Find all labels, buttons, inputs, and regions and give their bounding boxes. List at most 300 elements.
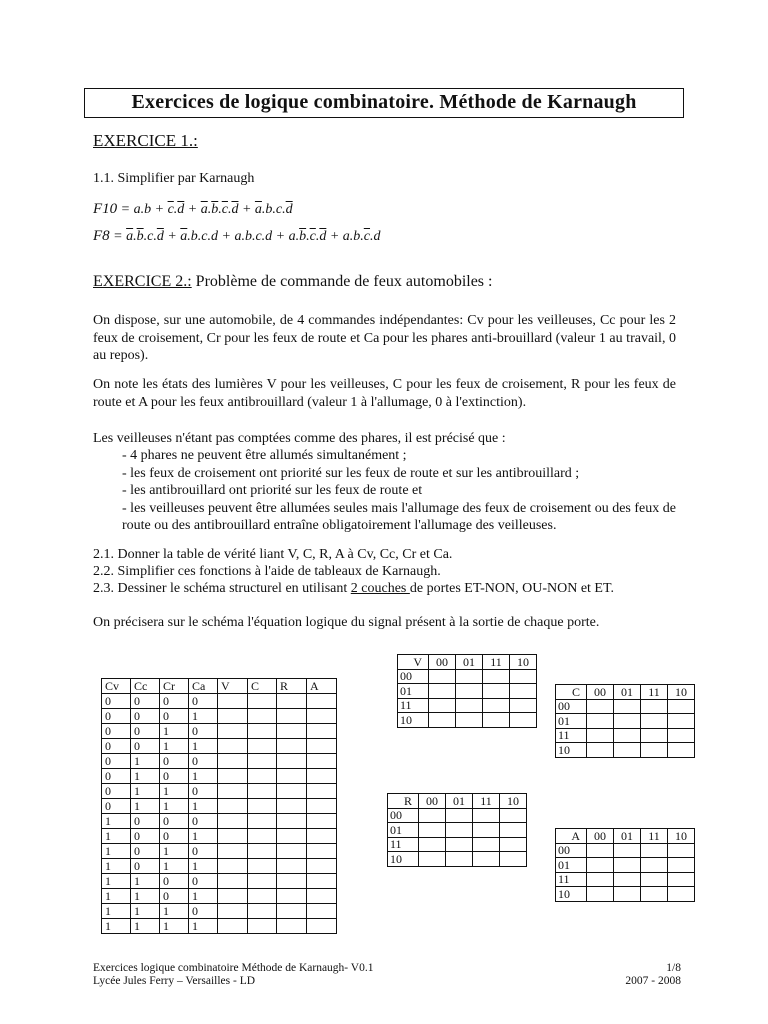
f10-label: F10 [93,201,118,217]
truth-table-header-cell: A [307,679,337,694]
truth-table-input-cell: 0 [102,724,131,739]
table-row [102,874,337,889]
table-row [102,769,337,784]
formula-f10: $F10 = a.b + \overline{c}.\overline{d} + \overline{a}.\overline{b}.\overline{c}.\overline{d} + \overline{a}.b.c.\overline{d}$ [93,201,293,217]
kmap-cell [668,858,695,873]
kmap-row [556,743,695,758]
table-row [102,814,337,829]
kmap-cell [429,684,456,699]
kmap-row-label: 00 [398,669,429,684]
truth-table-output-cell [277,769,307,784]
truth-table-header-cell: Cv [102,679,131,694]
table-row [102,709,337,724]
truth-table-input-cell: 1 [102,859,131,874]
kmap-row [398,713,537,728]
kmap-column-label: 11 [483,655,510,670]
kmap-cell [446,808,473,823]
truth-table-input-cell: 1 [189,739,218,754]
kmap-cell [668,887,695,902]
truth-table-output-cell [248,709,277,724]
truth-table-input-cell: 0 [160,814,189,829]
truth-table-output-cell [307,874,337,889]
kmap-column-label: 00 [587,685,614,700]
kmap-cell [473,823,500,838]
kmap-corner-label: R [388,794,419,809]
rule-item: - les antibrouillard ont priorité sur les feux de route et [122,483,423,498]
truth-table-output-cell [277,814,307,829]
kmap-row-label: 11 [556,728,587,743]
kmap-column-label: 11 [641,829,668,844]
kmap-row [556,714,695,729]
kmap-cell [456,684,483,699]
rule-item: - 4 phares ne peuvent être allumés simultanément ; [122,448,407,463]
table-row [102,904,337,919]
kmap-column-label: 10 [668,685,695,700]
truth-table-output-cell [248,889,277,904]
kmap-cell [429,669,456,684]
truth-table-input-cell: 0 [102,754,131,769]
truth-table-output-cell [248,739,277,754]
truth-table-input-cell: 0 [102,709,131,724]
kmap-cell [614,887,641,902]
kmap-cell [456,669,483,684]
kmap-cell [587,714,614,729]
truth-table-input-cell: 1 [102,844,131,859]
page-title: Exercices de logique combinatoire. Méthode de Karnaugh [84,88,684,118]
kmap-row-label: 11 [388,837,419,852]
kmap-cell [668,714,695,729]
truth-table-input-cell: 0 [189,694,218,709]
truth-table-output-cell [248,919,277,934]
kmap-cell [419,823,446,838]
kmap-cell [483,713,510,728]
truth-table-output-cell [218,769,248,784]
truth-table-output-cell [307,919,337,934]
kmap-cell [641,887,668,902]
truth-table-output-cell [248,874,277,889]
kmap-row [388,823,527,838]
formula-f8: $F8 = \overline{a}.\overline{b}.c.\overline{d} + \overline{a}.b.c.d + a.b.c.d + a.\overline{b}.\overline{c}.\overline{d} + a.b.\overline{c}.d$ [93,228,381,244]
truth-table-header-cell: R [277,679,307,694]
exercise-2-label: EXERCICE 2.: [93,273,192,290]
truth-table-output-cell [277,904,307,919]
truth-table-output-cell [277,844,307,859]
truth-table-input-cell: 1 [160,739,189,754]
kmap-cell [419,808,446,823]
kmap-row [556,872,695,887]
kmap-row [556,858,695,873]
kmap-cell [587,887,614,902]
kmap-column-label: 00 [429,655,456,670]
kmap-cell [510,698,537,713]
truth-table-output-cell [307,889,337,904]
truth-table-input-cell: 1 [160,724,189,739]
truth-table-output-cell [307,769,337,784]
kmap-corner-label: C [556,685,587,700]
kmap-row-label: 11 [556,872,587,887]
truth-table-output-cell [307,784,337,799]
kmap-cell [500,852,527,867]
kmap-cell [668,728,695,743]
truth-table-output-cell [218,859,248,874]
question-2-3-end: de portes ET-NON, OU-NON et ET. [409,581,614,596]
truth-table-input-cell: 0 [189,874,218,889]
kmap-cell [419,852,446,867]
table-row [102,889,337,904]
truth-table-input-cell: 1 [189,889,218,904]
kmap-cell [641,728,668,743]
kmap-row [388,808,527,823]
kmap-cell [429,713,456,728]
truth-table-output-cell [307,754,337,769]
truth-table-input-cell: 1 [160,859,189,874]
truth-table-input-cell: 0 [160,874,189,889]
question-2-3 [93,580,614,598]
question-2-3-text: 2.3. Dessiner le schéma structurel en utilisant [93,581,351,596]
kmap-column-label: 01 [456,655,483,670]
truth-table [101,678,337,934]
table-row [102,739,337,754]
truth-table-output-cell [277,709,307,724]
truth-table-output-cell [218,724,248,739]
truth-table-input-cell: 0 [160,709,189,724]
truth-table-input-cell: 1 [102,889,131,904]
truth-table-input-cell: 0 [189,814,218,829]
truth-table-input-cell: 1 [131,919,160,934]
truth-table-input-cell: 0 [102,694,131,709]
truth-table-header-cell: V [218,679,248,694]
paragraph-lights: On note les états des lumières V pour les veilleuses, C pour les feux de croisement, R pour les feux de route et A pour les feux antibrouillard (valeur 1 à l'allumage, 0 à l'extinction). [93,377,676,410]
table-row [102,799,337,814]
kmap-cell [473,837,500,852]
truth-table-input-cell: 1 [160,784,189,799]
truth-table-input-cell: 1 [189,769,218,784]
truth-table-input-cell: 0 [160,889,189,904]
truth-table-input-cell: 0 [189,784,218,799]
truth-table-header-cell: Cc [131,679,160,694]
table-row [102,784,337,799]
kmap-row [556,887,695,902]
truth-table-input-cell: 0 [189,904,218,919]
kmap-cell [641,872,668,887]
paragraph-schema-note: On précisera sur le schéma l'équation logique du signal présent à la sortie de chaque porte. [93,615,600,630]
kmap-row-label: 01 [398,684,429,699]
kmap-cell [500,837,527,852]
truth-table-input-cell: 1 [102,829,131,844]
truth-table-output-cell [218,829,248,844]
question-2-2: 2.2. Simplifier ces fonctions à l'aide de tableaux de Karnaugh. [93,564,441,579]
truth-table-output-cell [277,784,307,799]
truth-table-output-cell [248,784,277,799]
truth-table-output-cell [307,709,337,724]
truth-table-output-cell [218,799,248,814]
truth-table-output-cell [307,799,337,814]
truth-table-output-cell [218,904,248,919]
truth-table-input-cell: 0 [189,844,218,859]
kmap-cell [446,823,473,838]
truth-table-input-cell: 1 [131,769,160,784]
kmap-cell [500,823,527,838]
truth-table-output-cell [277,859,307,874]
table-row [102,859,337,874]
kmap-cell [446,837,473,852]
truth-table-output-cell [277,889,307,904]
kmap-cell [668,699,695,714]
truth-table-output-cell [218,694,248,709]
kmap-cell [456,698,483,713]
truth-table-input-cell: 1 [102,919,131,934]
kmap-r [387,793,527,867]
kmap-row [556,699,695,714]
truth-table-input-cell: 1 [189,709,218,724]
kmap-a [555,828,695,902]
kmap-row-label: 10 [388,852,419,867]
kmap-cell [587,843,614,858]
kmap-row-label: 00 [388,808,419,823]
truth-table-output-cell [248,769,277,784]
truth-table-output-cell [248,829,277,844]
truth-table-output-cell [277,754,307,769]
truth-table-input-cell: 1 [160,799,189,814]
kmap-row [388,837,527,852]
truth-table-header-cell: C [248,679,277,694]
truth-table-input-cell: 1 [102,874,131,889]
truth-table-output-cell [277,874,307,889]
kmap-cell [483,669,510,684]
truth-table-output-cell [248,844,277,859]
kmap-cell [510,669,537,684]
exercise-2-heading [93,273,492,291]
kmap-column-label: 11 [641,685,668,700]
kmap-column-label: 01 [614,829,641,844]
truth-table-input-cell: 1 [189,829,218,844]
kmap-cell [587,743,614,758]
truth-table-input-cell: 0 [160,829,189,844]
kmap-cell [668,843,695,858]
truth-table-output-cell [218,709,248,724]
kmap-cell [641,743,668,758]
truth-table-output-cell [248,799,277,814]
paragraph-commands: On dispose, sur une automobile, de 4 commandes indépendantes: Cv pour les veilleuses, Cc pour les 2 feux de croisement, Cr pour les feux de route et Ca pour les phares anti-brouillard (valeur 1 au travail, 0 au repos). [93,313,676,363]
rules-list [95,447,676,535]
truth-table-input-cell: 1 [131,874,160,889]
truth-table-output-cell [248,859,277,874]
kmap-cell [587,858,614,873]
truth-table-output-cell [307,859,337,874]
kmap-column-label: 00 [419,794,446,809]
truth-table-header-cell: Ca [189,679,218,694]
kmap-cell [429,698,456,713]
kmap-row-label: 10 [398,713,429,728]
truth-table-output-cell [218,919,248,934]
kmap-row-label: 01 [556,714,587,729]
truth-table-output-cell [218,874,248,889]
truth-table-input-cell: 1 [160,904,189,919]
kmap-cell [668,872,695,887]
kmap-cell [614,743,641,758]
truth-table-output-cell [218,784,248,799]
kmap-column-label: 11 [473,794,500,809]
kmap-column-label: 00 [587,829,614,844]
f8-label: F8 [93,228,110,244]
kmap-column-label: 10 [510,655,537,670]
kmap-cell [500,808,527,823]
kmap-v [397,654,537,728]
kmap-cell [510,713,537,728]
truth-table-input-cell: 0 [131,859,160,874]
truth-table-output-cell [218,739,248,754]
truth-table-output-cell [277,739,307,754]
truth-table-input-cell: 1 [189,859,218,874]
kmap-row-label: 00 [556,699,587,714]
truth-table-output-cell [277,724,307,739]
truth-table-output-cell [307,829,337,844]
exercise-2-title: Problème de commande de feux automobiles : [191,273,493,290]
kmap-cell [510,684,537,699]
kmap-column-label: 10 [500,794,527,809]
truth-table-input-cell: 1 [131,889,160,904]
kmap-cell [614,843,641,858]
question-2-3-underlined: 2 couches [350,581,410,596]
table-row [102,829,337,844]
kmap-row-label: 00 [556,843,587,858]
truth-table-input-cell: 0 [131,724,160,739]
truth-table-input-cell: 0 [189,724,218,739]
truth-table-output-cell [307,814,337,829]
kmap-cell [446,852,473,867]
truth-table-input-cell: 0 [160,694,189,709]
footer-school: Lycée Jules Ferry – Versailles - LD [93,975,256,987]
truth-table-output-cell [248,904,277,919]
truth-table-output-cell [307,904,337,919]
footer-year: 2007 - 2008 [625,975,681,987]
kmap-column-label: 10 [668,829,695,844]
kmap-cell [614,858,641,873]
truth-table-input-cell: 0 [189,754,218,769]
kmap-c [555,684,695,758]
kmap-row [556,728,695,743]
truth-table-input-cell: 0 [160,754,189,769]
table-row [102,694,337,709]
kmap-row [556,843,695,858]
kmap-cell [641,858,668,873]
truth-table-input-cell: 0 [102,769,131,784]
truth-table-input-cell: 0 [102,739,131,754]
kmap-row-label: 11 [398,698,429,713]
kmap-column-label: 01 [614,685,641,700]
truth-table-output-cell [218,889,248,904]
truth-table-input-cell: 0 [131,844,160,859]
kmap-cell [641,699,668,714]
truth-table-output-cell [307,844,337,859]
truth-table-input-cell: 1 [131,754,160,769]
kmap-row [388,852,527,867]
kmap-cell [614,872,641,887]
truth-table-output-cell [248,724,277,739]
table-row [102,844,337,859]
paragraph-rules-intro: Les veilleuses n'étant pas comptées comme des phares, il est précisé que : [93,431,506,446]
exercise-1-heading: EXERCICE 1.: [93,131,198,150]
truth-table-input-cell: 0 [131,709,160,724]
kmap-row [398,684,537,699]
kmap-column-label: 01 [446,794,473,809]
kmap-row-label: 10 [556,887,587,902]
kmap-cell [587,699,614,714]
kmap-row [398,669,537,684]
kmap-corner-label: A [556,829,587,844]
truth-table-output-cell [307,724,337,739]
truth-table-input-cell: 1 [189,799,218,814]
kmap-cell [473,852,500,867]
kmap-cell [614,714,641,729]
truth-table-input-cell: 1 [189,919,218,934]
truth-table-input-cell: 1 [131,904,160,919]
kmap-cell [614,728,641,743]
table-row [102,919,337,934]
kmap-row-label: 10 [556,743,587,758]
truth-table-output-cell [277,919,307,934]
truth-table-output-cell [218,754,248,769]
kmap-cell [483,684,510,699]
kmap-row-label: 01 [556,858,587,873]
truth-table-output-cell [248,814,277,829]
kmap-cell [483,698,510,713]
truth-table-output-cell [307,694,337,709]
question-2-1: 2.1. Donner la table de vérité liant V, C, R, A à Cv, Cc, Cr et Ca. [93,547,453,562]
kmap-cell [641,843,668,858]
truth-table-input-cell: 1 [131,784,160,799]
table-row [102,754,337,769]
truth-table-input-cell: 1 [160,844,189,859]
truth-table-input-cell: 0 [102,784,131,799]
truth-table-input-cell: 0 [160,769,189,784]
truth-table-input-cell: 0 [102,799,131,814]
truth-table-input-cell: 0 [131,814,160,829]
kmap-cell [419,837,446,852]
truth-table-input-cell: 0 [131,829,160,844]
kmap-cell [614,699,641,714]
truth-table-output-cell [277,694,307,709]
truth-table-input-cell: 1 [160,919,189,934]
kmap-cell [473,808,500,823]
kmap-cell [456,713,483,728]
truth-table-output-cell [277,829,307,844]
kmap-cell [668,743,695,758]
kmap-cell [587,872,614,887]
truth-table-output-cell [307,739,337,754]
kmap-cell [587,728,614,743]
kmap-corner-label: V [398,655,429,670]
truth-table-input-cell: 1 [102,814,131,829]
truth-table-output-cell [248,694,277,709]
truth-table-input-cell: 0 [131,739,160,754]
footer-page-number: 1/8 [666,962,681,974]
rule-item: - les feux de croisement ont priorité sur les feux de route et sur les antibrouillard ; [122,465,580,481]
truth-table-input-cell: 1 [131,799,160,814]
truth-table-input-cell: 0 [131,694,160,709]
truth-table-output-cell [218,814,248,829]
truth-table-output-cell [248,754,277,769]
rule-item: - les veilleuses peuvent être allumées seules mais l'allumage des feux de croisement ou des feux de route ou des antibrouillard entraîne obligatoirement l'allumage des veilleuses. [122,500,676,533]
truth-table-output-cell [277,799,307,814]
kmap-cell [641,714,668,729]
exercise-1-instruction: 1.1. Simplifier par Karnaugh [93,171,255,186]
truth-table-header [102,679,337,694]
truth-table-header-cell: Cr [160,679,189,694]
kmap-row-label: 01 [388,823,419,838]
kmap-row [398,698,537,713]
truth-table-input-cell: 1 [102,904,131,919]
